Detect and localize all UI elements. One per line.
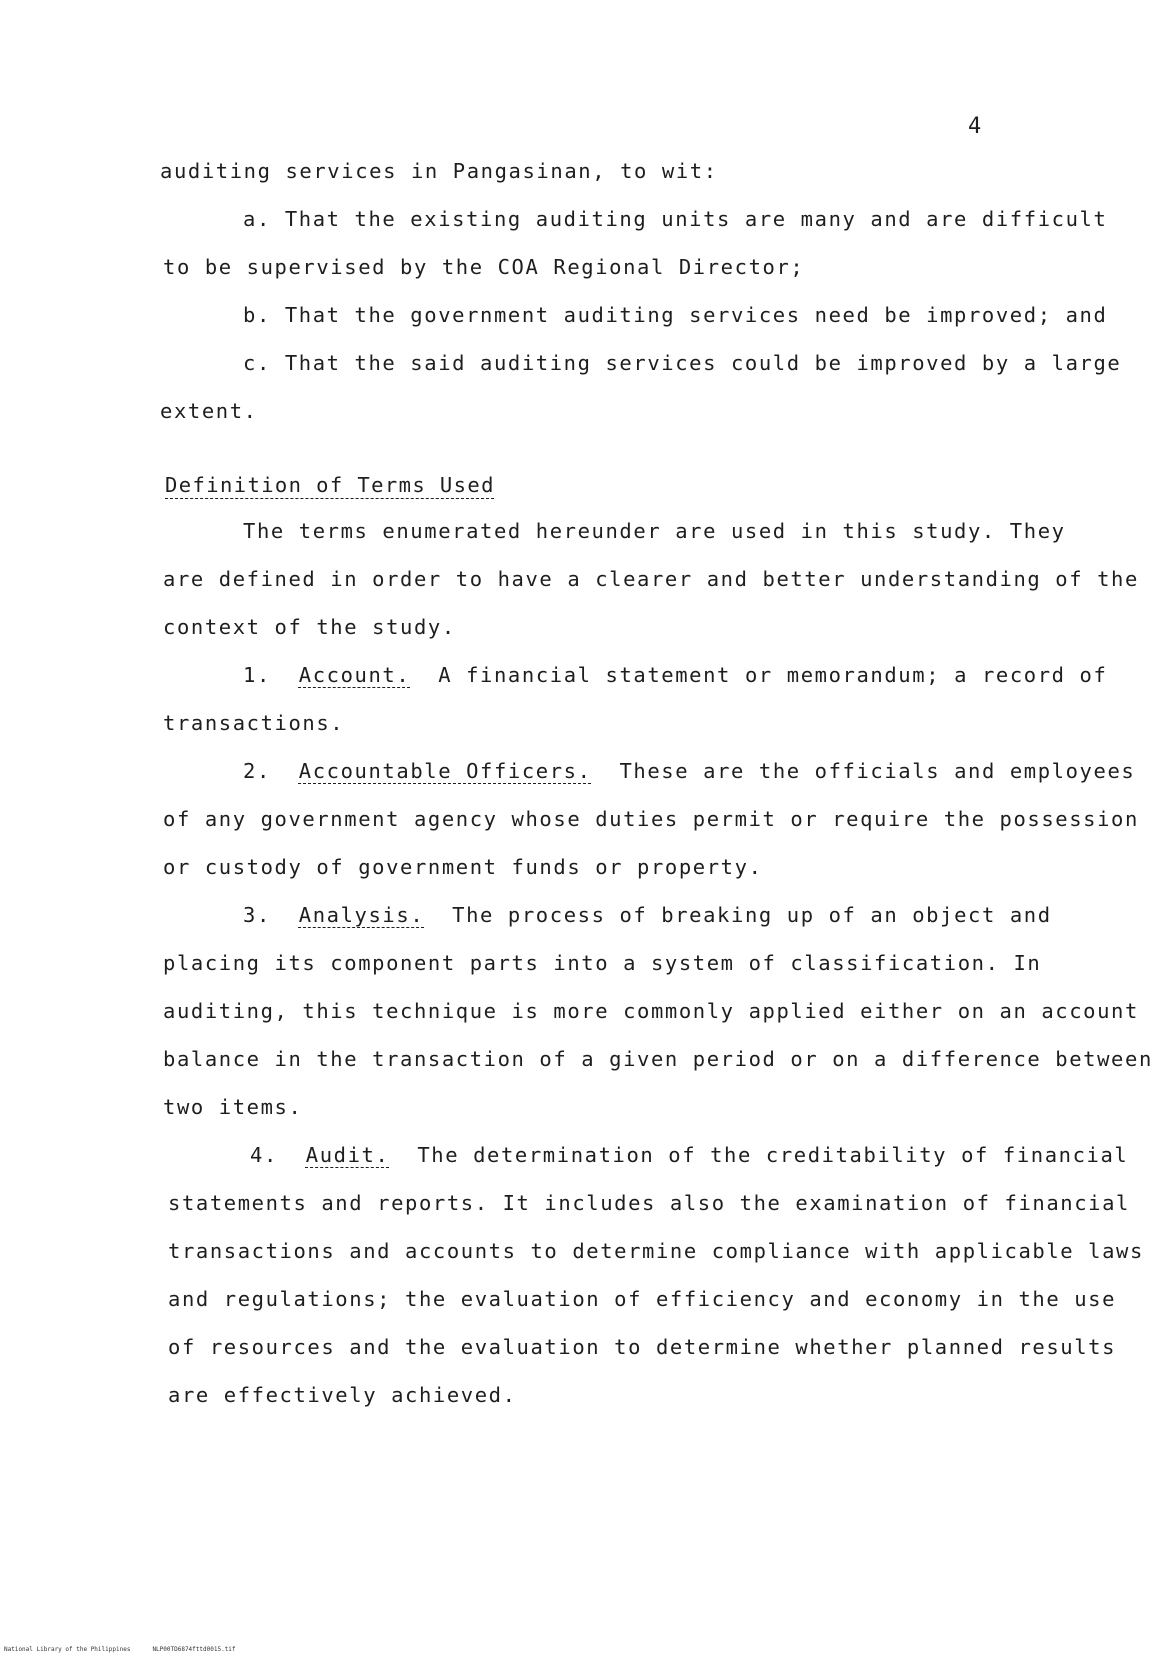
term-3-line-2: placing its component parts into a system of classification. In	[163, 951, 1042, 975]
term-2-number: 2.	[243, 759, 271, 783]
finding-a-line-1: a. That the existing auditing units are many and are difficult	[243, 207, 1108, 231]
term-4-definition-start: The determination of the creditability of financial	[417, 1143, 1129, 1167]
section-intro-line-3: context of the study.	[163, 615, 456, 639]
term-4-line-2: statements and reports. It includes also the examination of financial	[168, 1191, 1131, 1215]
term-3-name: Analysis.	[298, 903, 425, 927]
finding-b-line-1: b. That the government auditing services need be improved; and	[243, 303, 1108, 327]
intro-line: auditing services in Pangasinan, to wit:	[160, 159, 718, 183]
term-3-line-5: two items.	[163, 1095, 303, 1119]
term-3-first-line	[243, 902, 1052, 928]
term-3-number: 3.	[243, 903, 271, 927]
term-3-line-3: auditing, this technique is more commonly applied either on an account	[163, 999, 1139, 1023]
term-1-first-line	[243, 662, 1107, 688]
term-1-name: Account.	[298, 663, 411, 687]
term-2-line-2: of any government agency whose duties permit or require the possession	[163, 807, 1139, 831]
term-2-name: Accountable Officers.	[298, 759, 592, 783]
term-4-line-5: of resources and the evaluation to determine whether planned results	[168, 1335, 1117, 1359]
footer-library: National Library of the Philippines	[4, 1646, 131, 1653]
term-2-line-3: or custody of government funds or property.	[163, 855, 763, 879]
section-heading: Definition of Terms Used	[165, 473, 495, 497]
term-4-line-4: and regulations; the evaluation of efficiency and economy in the use	[168, 1287, 1117, 1311]
term-4-line-3: transactions and accounts to determine compliance with applicable laws	[168, 1239, 1144, 1263]
finding-c-line-1: c. That the said auditing services could be improved by a large	[243, 351, 1122, 375]
term-1-number: 1.	[243, 663, 271, 687]
finding-a-line-2: to be supervised by the COA Regional Director;	[163, 255, 805, 279]
term-2-definition-start: These are the officials and employees	[619, 759, 1136, 783]
term-2-first-line	[243, 758, 1135, 784]
term-4-line-6: are effectively achieved.	[168, 1383, 517, 1407]
scan-footer	[4, 1646, 258, 1653]
term-1-line-2: transactions.	[163, 711, 345, 735]
term-4-name: Audit.	[305, 1143, 390, 1167]
footer-file: NLP00TD6874fttd0015.tif	[152, 1646, 236, 1653]
page-number: 4	[968, 114, 983, 139]
term-1-definition-start: A financial statement or memorandum; a record of	[438, 663, 1108, 687]
section-intro-line-2: are defined in order to have a clearer and better understanding of the	[163, 567, 1139, 591]
term-4-number: 4.	[250, 1143, 278, 1167]
term-3-definition-start: The process of breaking up of an object and	[452, 903, 1052, 927]
term-4-first-line	[250, 1142, 1128, 1168]
finding-c-line-2: extent.	[160, 399, 258, 423]
term-3-line-4: balance in the transaction of a given period or on a difference between	[163, 1047, 1153, 1071]
section-intro-line-1: The terms enumerated hereunder are used in this study. They	[243, 519, 1066, 543]
